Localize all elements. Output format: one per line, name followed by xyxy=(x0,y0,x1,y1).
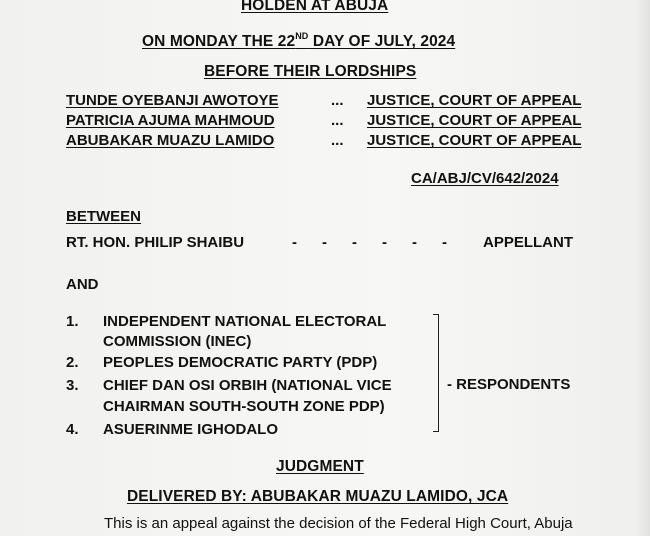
justice-2-dots: ... xyxy=(331,112,344,129)
respondents-role: - RESPONDENTS xyxy=(447,376,571,393)
justice-2-title: JUSTICE, COURT OF APPEAL xyxy=(367,112,582,129)
appellant-role: APPELLANT xyxy=(483,234,573,251)
respondent-1-number: 1. xyxy=(66,313,79,330)
body-paragraph: This is an appeal against the decision of the Federal High Court, Abuja xyxy=(104,515,573,532)
holden-heading: HOLDEN AT ABUJA xyxy=(241,0,389,14)
between-label: BETWEEN xyxy=(66,208,141,225)
respondent-1-line1: INDEPENDENT NATIONAL ELECTORAL xyxy=(103,313,387,330)
respondent-1-line2: COMMISSION (INEC) xyxy=(103,333,252,350)
justice-1-dots: ... xyxy=(331,92,344,109)
date-heading xyxy=(142,31,455,51)
respondents-bracket xyxy=(433,314,439,432)
respondent-3-line1: CHIEF DAN OSI ORBIH (NATIONAL VICE xyxy=(103,377,392,394)
date-prefix: ON MONDAY THE 22 xyxy=(142,33,296,50)
justice-1-title: JUSTICE, COURT OF APPEAL xyxy=(367,92,582,109)
appellant-dashes: - - - - - - xyxy=(292,234,447,251)
respondent-3-line2: CHAIRMAN SOUTH-SOUTH ZONE PDP) xyxy=(103,398,385,415)
respondent-2-line1: PEOPLES DEMOCRATIC PARTY (PDP) xyxy=(103,354,378,371)
justice-3-dots: ... xyxy=(331,132,344,149)
before-heading: BEFORE THEIR LORDSHIPS xyxy=(204,63,417,80)
respondent-4-line1: ASUERINME IGHODALO xyxy=(103,421,279,438)
justice-2-name: PATRICIA AJUMA MAHMOUD xyxy=(66,112,275,129)
justice-1-name: TUNDE OYEBANJI AWOTOYE xyxy=(66,92,279,109)
and-label: AND xyxy=(66,276,99,293)
respondent-2-number: 2. xyxy=(66,354,79,371)
justice-3-title: JUSTICE, COURT OF APPEAL xyxy=(367,132,582,149)
case-number: CA/ABJ/CV/642/2024 xyxy=(411,170,559,187)
judgment-heading: JUDGMENT xyxy=(276,458,364,475)
appellant-name: RT. HON. PHILIP SHAIBU xyxy=(66,234,245,251)
respondent-4-number: 4. xyxy=(66,421,79,438)
respondent-3-number: 3. xyxy=(66,377,79,394)
page-edge-shadow xyxy=(636,0,650,536)
date-suffix: DAY OF JULY, 2024 xyxy=(308,33,456,50)
justice-3-name: ABUBAKAR MUAZU LAMIDO xyxy=(66,132,275,149)
date-superscript: ND xyxy=(295,31,309,41)
delivered-by: DELIVERED BY: ABUBAKAR MUAZU LAMIDO, JCA xyxy=(127,488,509,505)
